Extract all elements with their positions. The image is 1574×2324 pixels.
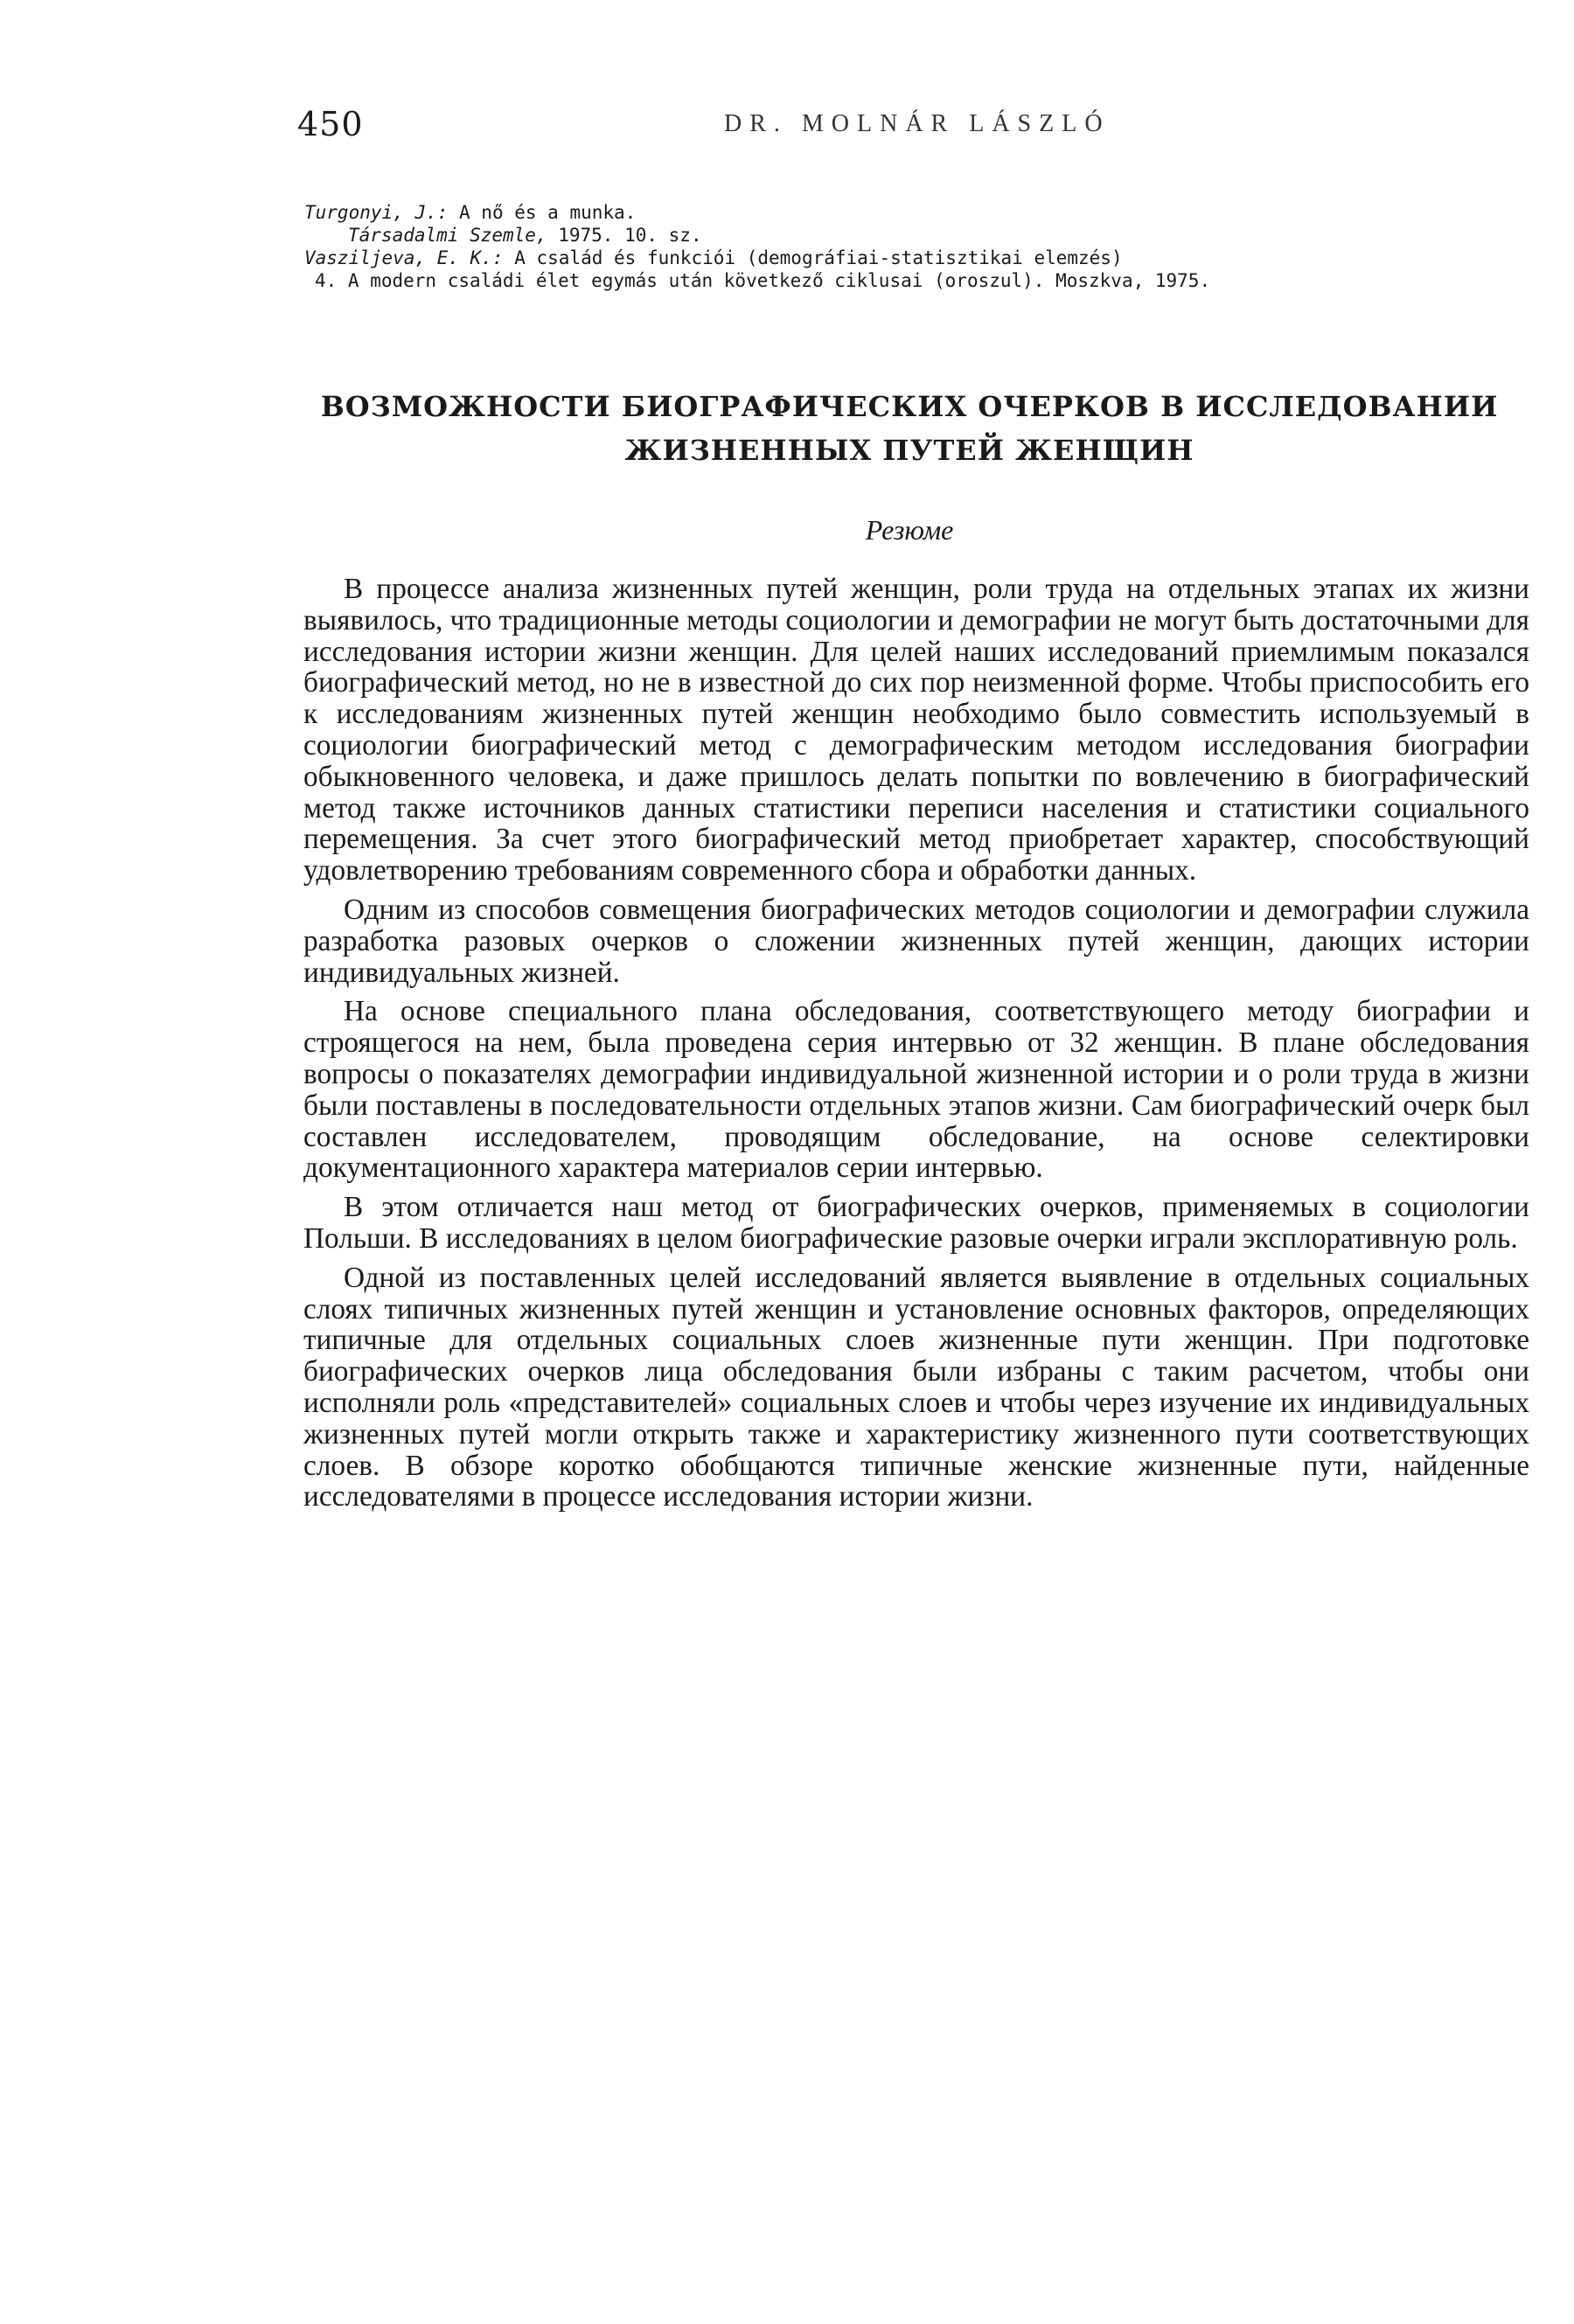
reference-entry <box>304 201 1529 224</box>
body-paragraph: Одним из способов совмещения биографических методов социологии и демографии служила разработка разовых очерков о сложении жизненных путей женщин, дающих истории индивидуальных жизней. <box>303 893 1529 989</box>
reference-title: A nő és a munka. <box>448 202 637 223</box>
body-paragraph: На основе специального плана обследования, соответствующего методу биографии и строящегося на нем, была проведена серия интервью от 32 женщин. В плане обследования вопросы о показателях демографии индивидуальной жизненной истории и о роли труда в жизни были поставлены в последовательности отдельных этапов жизни. Сам биографический очерк был составлен исследователем, проводящим обследование, на основе селектировки документационного характера материалов серии интервью. <box>303 995 1529 1185</box>
reference-title: A család és funkciói (demográfiai-statisztikai elemzés) <box>503 247 1123 268</box>
reference-author: Turgonyi, J.: <box>304 202 449 223</box>
running-head-author: DR. MOLNÁR LÁSZLÓ <box>724 110 1111 137</box>
reference-continuation: 4. A modern családi élet egymás után következő ciklusai (oroszul). Moszkva, 1975. <box>315 270 1211 291</box>
page-number: 450 <box>297 105 364 143</box>
reference-list <box>304 201 1529 292</box>
reference-author: Vasziljeva, E. K.: <box>304 247 504 268</box>
reference-issue: 1975. 10. sz. <box>547 225 702 246</box>
reference-entry <box>304 224 1529 247</box>
reference-journal: Társadalmi Szemle, <box>348 225 547 246</box>
body-paragraph: В процессе анализа жизненных путей женщин, роли труда на отдельных этапах их жизни выявилось, что традиционные методы социологии и демографии не могут быть достаточными для исследования истории жизни женщин. Для целей наших исследований приемлимым показался биографический метод, но не в известной до сих пор неизменной форме. Чтобы приспособить его к исследованиям жизненных путей женщин необходимо было совместить используемый в социологии биографический метод с демографическим методом исследования биографии обыкновенного человека, и даже пришлось делать попытки по вовлечению в биографический метод также источников данных статистики переписи населения и статистики социального перемещения. За счет этого биографический метод приобретает характер, способствующий удовлетворению требованиям современного сбора и обработки данных. <box>303 573 1529 887</box>
section-label-resume: Резюме <box>865 514 954 546</box>
article-title-line: ЖИЗНЕННЫХ ПУТЕЙ ЖЕНЩИН <box>624 434 1194 467</box>
reference-entry <box>304 269 1529 292</box>
body-paragraph: В этом отличается наш метод от биографических очерков, применяемых в социологии Польши. В исследованиях в целом биографические разовые очерки играли эксплоративную роль. <box>303 1191 1529 1255</box>
body-paragraph: Одной из поставленных целей исследований является выявление в отдельных социальных слоях типичных жизненных путей женщин и установление основных факторов, определяющих типичные для отдельных социальных слоев жизненные пути женщин. При подготовке биографических очерков лица обследования были избраны с таким расчетом, чтобы они исполняли роль «представителей» социальных слоев и чтобы через изучение их индивидуальных жизненных путей могли открыть также и характеристику жизненного пути соответствующих слоев. В обзоре коротко обобщаются типичные женские жизненные пути, найденные исследователями в процессе исследования истории жизни. <box>303 1261 1529 1513</box>
reference-entry <box>304 247 1529 269</box>
resume-body <box>303 574 1529 1520</box>
article-title <box>262 385 1557 472</box>
article-title-line: ВОЗМОЖНОСТИ БИОГРАФИЧЕСКИХ ОЧЕРКОВ В ИССЛЕДОВАНИИ <box>320 390 1499 423</box>
